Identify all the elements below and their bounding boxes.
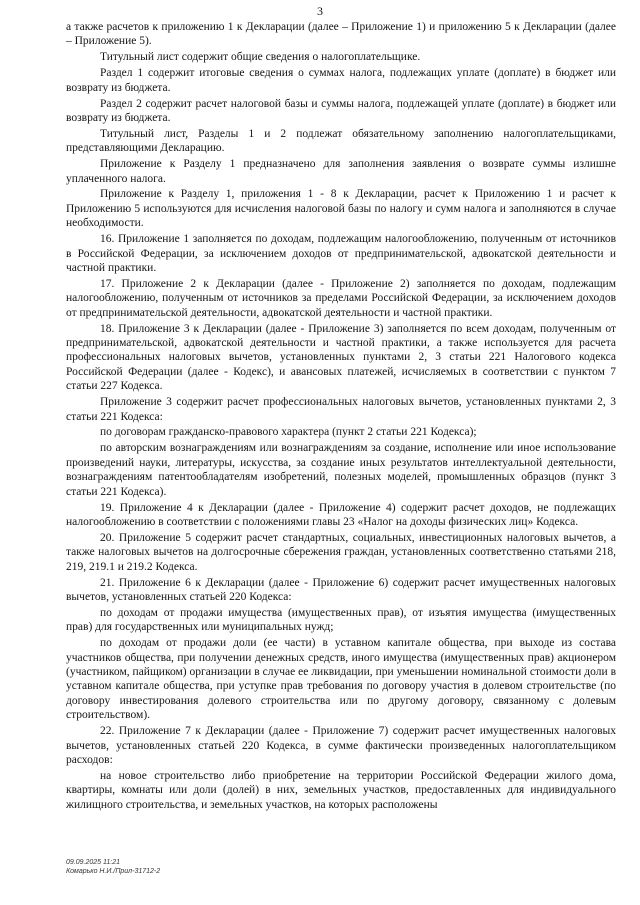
paragraph: по доходам от продажи имущества (имущественных прав), от изъятия имущества (имущественных прав) для государственных или муниципальных нужд; xyxy=(66,606,616,634)
paragraph: 16. Приложение 1 заполняется по доходам, подлежащим налогообложению, полученным от источников в Российской Федерации, за исключением доходов от предпринимательской, адвокатской деятельности и частной практики. xyxy=(66,233,616,274)
paragraph: 17. Приложение 2 к Декларации (далее - Приложение 2) заполняется по доходам, подлежащим налогообложению, полученным от источников за пределами Российской Федерации, за исключением доходов от предпринимательской деятельности, адвокатской деятельности и частной практики. xyxy=(66,277,616,319)
paragraph: 21. Приложение 6 к Декларации (далее - Приложение 6) содержит расчет имущественных налоговых вычетов, установленных статьей 220 Кодекса: xyxy=(66,576,616,603)
paragraph: на новое строительство либо приобретение на территории Российской Федерации жилого дома, квартиры, комнаты или доли (долей) в них, земельных участков, предоставленных для индивидуального жилищного строительства, и земельных участков, на которых расположены xyxy=(66,769,616,811)
paragraph: Раздел 1 содержит итоговые сведения о суммах налога, подлежащих уплате (доплате) в бюджет или возврату из бюджета. xyxy=(66,67,616,94)
paragraph: Раздел 2 содержит расчет налоговой базы и суммы налога, подлежащей уплате (доплате) в бюджет или возврату из бюджета. xyxy=(66,97,616,124)
paragraph: 18. Приложение 3 к Декларации (далее - Приложение 3) заполняется по всем доходам, полученным от предпринимательской, адвокатской деятельности и частной практики, а также используется для расчета профессиональных налоговых вычетов, установленных пунктами 2, 3 статьи 221 Налогового кодекса Российской Федерации (далее - Кодекс), и авансовых платежей, исчисляемых в соответствии с пунктом 7 статьи 227 Кодекса. xyxy=(66,322,616,393)
paragraph: Титульный лист содержит общие сведения о налогоплательщике. xyxy=(100,51,421,64)
footer-timestamp: 09.09.2025 11:21 xyxy=(66,859,120,866)
paragraph: Титульный лист, Разделы 1 и 2 подлежат обязательному заполнению налогоплательщиками, представляющими Декларацию. xyxy=(66,127,616,155)
document-footer xyxy=(66,858,160,876)
paragraph: Приложение к Разделу 1 предназначено для заполнения заявления о возврате суммы излишне уплаченного налога. xyxy=(66,158,616,185)
document-body xyxy=(66,20,616,814)
footer-reference: Комарько Н.И./Прил-31712-2 xyxy=(66,868,161,875)
paragraph: Приложение к Разделу 1, приложения 1 - 8 к Декларации, расчет к Приложению 1 и расчет к Приложению 5 используются для исчисления налоговой базы по налогу и сумм налога и заполняются в случае необходимости. xyxy=(66,188,616,230)
paragraph: Приложение 3 содержит расчет профессиональных налоговых вычетов, установленных пунктами 2, 3 статьи 221 Кодекса: xyxy=(66,396,616,423)
page-number: 3 xyxy=(317,4,323,18)
paragraph: 20. Приложение 5 содержит расчет стандартных, социальных, инвестиционных налоговых вычетов, а также налоговых вычетов на долгосрочные сбережения граждан, установленных соответственно статьями 218, 219, 219.1 и 219.2 Кодекса. xyxy=(66,531,616,573)
paragraph: 22. Приложение 7 к Декларации (далее - Приложение 7) содержит расчет имущественных налоговых вычетов, установленных статьей 220 Кодекса, в сумме фактически произведенных налогоплательщиком расходов: xyxy=(66,725,616,766)
paragraph: по авторским вознаграждениям или вознаграждениям за создание, исполнение или иное использование произведений науки, литературы, искусства, за создание иных результатов интеллектуальной деятельности, вознаграждениям патентообладателям изобретений, полезных моделей, промышленных образцов (пункт 3 статьи 221 Кодекса). xyxy=(66,442,616,498)
paragraph: по договорам гражданско-правового характера (пункт 2 статьи 221 Кодекса); xyxy=(100,426,477,439)
paragraph: а также расчетов к приложению 1 к Декларации (далее – Приложение 1) и приложению 5 к Декларации (далее – Приложение 5). xyxy=(66,21,616,48)
paragraph: по доходам от продажи доли (ее части) в уставном капитале общества, при выходе из состава участников общества, при получении денежных средств, иного имущества (имущественных прав) акционером (участником, пайщиком) организации в случае ее ликвидации, при уменьшении номинальной стоимости доли в уставном капитале общества, при уступке прав требования по договору участия в долевом строительстве (по договору инвестирования долевого строительства или по другому договору, связанному с долевым строительством). xyxy=(66,637,616,722)
paragraph: 19. Приложение 4 к Декларации (далее - Приложение 4) содержит расчет доходов, не подлежащих налогообложению в соответствии с положениями главы 23 «Налог на доходы физических лиц» Кодекса. xyxy=(66,501,616,528)
